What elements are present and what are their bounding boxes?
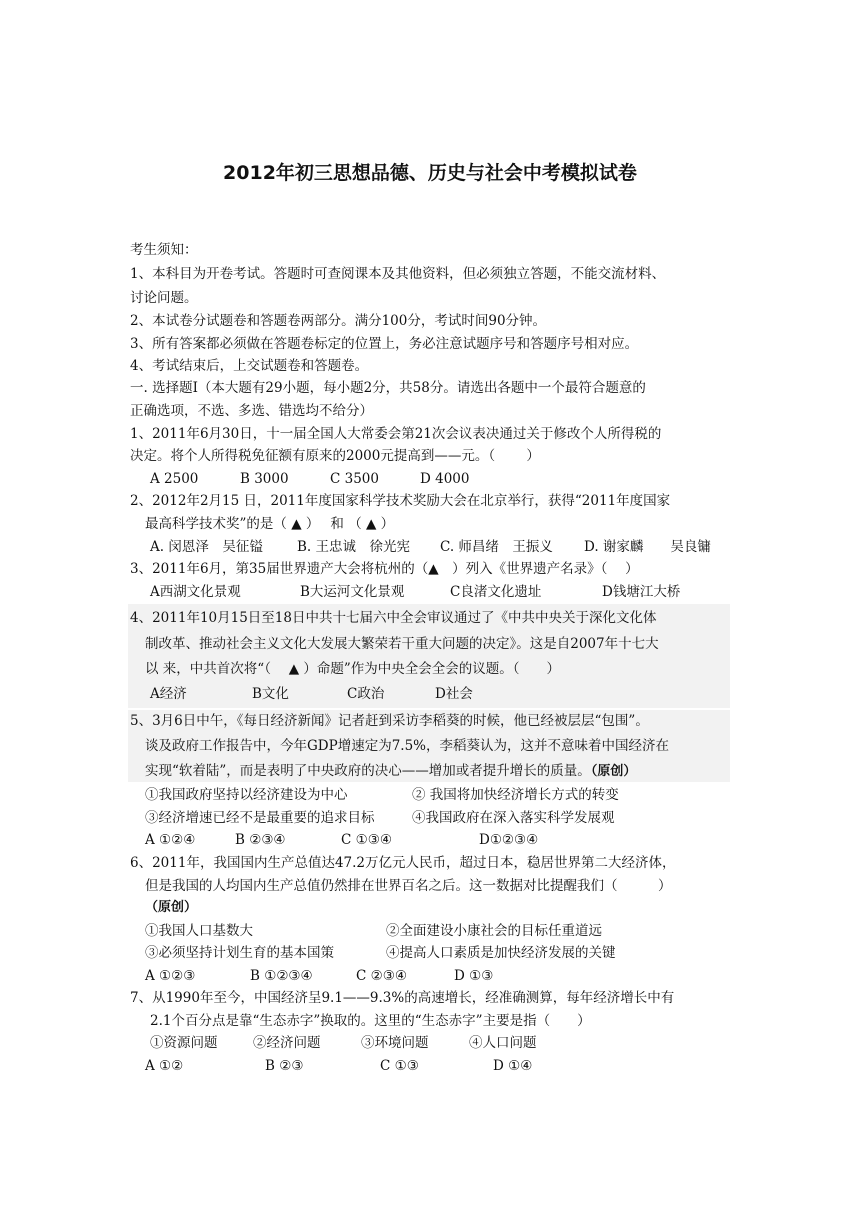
option: C. 师昌绪 王振义 [440,539,553,555]
notice-item: 2、本试卷分试题卷和答题卷两部分。满分100分，考试时间90分钟。 [130,313,547,329]
q6-stem: 6、2011年，我国国内生产总值达47.2万亿元人民币，超过日本，稳居世界第二大经济体， [130,855,676,871]
statement: ④提高人口素质是加快经济发展的关键 [386,945,616,961]
option: B文化 [252,686,289,702]
q4-stem-cont: 制改革、推动社会主义文化大发展大繁荣若干重大问题的决定》。这是自2007年十七大 [145,636,659,652]
q7-options [145,1056,532,1076]
option: A经济 [150,686,187,702]
q5-stem-cont: 谈及政府工作报告中，今年GDP增速定为7.5%，李稻葵认为，这并不意味着中国经济在 [145,738,669,754]
option: C ①③④ [341,832,392,848]
q6-options [145,966,493,986]
statement: ①资源问题 [150,1035,218,1051]
option: A ①②③ [145,968,196,984]
statement: ③环境问题 [361,1035,429,1051]
option: A ①② [145,1058,184,1074]
option: D 4000 [420,471,470,487]
notice-heading: 考生须知： [130,242,198,258]
option: B ②③④ [235,832,286,848]
q3-options [150,582,680,602]
page-title: 2012年初三思想品德、历史与社会中考模拟试卷 [223,162,637,184]
option: C ①③ [380,1058,419,1074]
q1-stem-cont: 决定。将个人所得税免征额有原来的2000元提高到——元。（ ） [130,448,540,464]
q4-options [150,684,473,704]
option: B ②③ [265,1058,304,1074]
option: A. 闵恩泽 吴征镒 [150,539,263,555]
section-heading-cont: 正确选项，不选、多选、错选均不给分） [130,403,373,419]
original-tag: （原创） [590,764,637,779]
option: D①②③④ [479,832,539,848]
option: D ①③ [454,968,494,984]
option: B ①②③④ [250,968,313,984]
q6-statements [145,921,602,941]
statement: ④我国政府在深入落实科学发展观 [412,810,615,826]
q5-stem-text: 实现“软着陆”，而是表明了中央政府的决心——增加或者提升增长的质量。 [145,763,591,779]
statement: ②经济问题 [253,1035,321,1051]
notice-item: 讨论问题。 [130,290,198,306]
q2-options [150,537,711,557]
q4-stem: 4、2011年10月15日至18日中共十七届六中全会审议通过了《中共中央关于深化文化体 [130,610,657,626]
statement: ② 我国将加快经济增长方式的转变 [412,787,619,803]
statement: ①我国政府坚持以经济建设为中心 [145,787,348,803]
q7-stem-cont: 2.1个百分点是靠“生态赤字”换取的。这里的“生态赤字”主要是指（ ） [150,1013,591,1029]
option: C良渚文化遗址 [450,584,542,600]
option: A 2500 [150,471,199,487]
q2-stem-cont: 最高科学技术奖”的是（ ▲ ） 和 （ ▲ ） [145,516,395,532]
option: B大运河文化景观 [300,584,405,600]
statement: ③经济增速已经不是最重要的追求目标 [145,810,375,826]
notice-item: 3、所有答案都必须做在答题卷标定的位置上，务必注意试题序号和答题序号相对应。 [130,336,639,352]
q6-stem-cont: 但是我国的人均国内生产总值仍然排在世界百名之后。这一数据对比提醒我们（ ） [145,878,672,894]
option: C政治 [347,686,385,702]
q1-options [150,469,469,489]
statement: ③必须坚持计划生育的基本国策 [145,945,334,961]
option: A西湖文化景观 [150,584,241,600]
q5-statements [145,808,615,828]
notice-item: 4、考试结束后，上交试题卷和答题卷。 [130,358,369,374]
option: D钱塘江大桥 [602,584,681,600]
original-tag: （原创） [145,900,198,915]
statement: ①我国人口基数大 [145,923,253,939]
statement: ②全面建设小康社会的目标任重道远 [386,923,602,939]
notice-item: 1、本科目为开卷考试。答题时可查阅课本及其他资料，但必须独立答题，不能交流材料、 [130,266,666,282]
statement: ④人口问题 [469,1035,537,1051]
q7-statements [150,1033,537,1053]
option: A ①②④ [145,832,196,848]
q5-options [145,830,538,850]
option: C 3500 [330,471,379,487]
q6-statements [145,943,616,963]
q5-statements [145,785,619,805]
option: D社会 [435,686,473,702]
q2-stem: 2、2012年2月15 日，2011年度国家科学技术奖励大会在北京举行，获得“2011年度国家 [130,493,671,509]
option: D. 谢家麟 吴良镛 [584,539,711,555]
option: B. 王忠诚 徐光宪 [297,539,411,555]
q3-stem: 3、2011年6月，第35届世界遗产大会将杭州的（▲ ）列入《世界遗产名录》（ ） [130,561,639,577]
q5-stem-cont [145,761,636,782]
q1-stem: 1、2011年6月30日，十一届全国人大常委会第21次会议表决通过关于修改个人所得税的 [130,426,662,442]
option: D ①④ [493,1058,533,1074]
q5-stem: 5、3月6日中午，《每日经济新闻》记者赶到采访李稻葵的时候，他已经被层层“包围”。 [130,713,649,729]
q7-stem: 7、从1990年至今，中国经济呈9.1——9.3%的高速增长，经准确测算，每年经济增长中有 [130,990,675,1006]
section-heading: 一. 选择题Ⅰ（本大题有29小题，每小题2分，共58分。请选出各题中一个最符合题意的 [130,380,646,396]
option: C ②③④ [356,968,407,984]
option: B 3000 [240,471,289,487]
q4-stem-cont: 以 来，中共首次将“（ ▲ ）命题”作为中央全会全会的议题。（ ） [145,661,561,677]
